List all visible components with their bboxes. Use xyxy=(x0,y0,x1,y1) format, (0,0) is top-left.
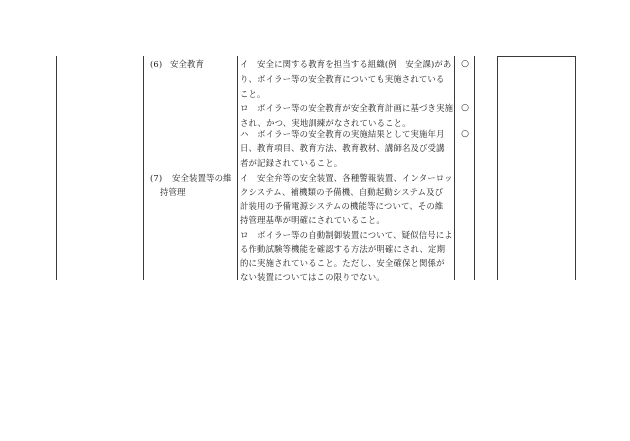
criterion-line: ロ ボイラー等の安全教育が安全教育計画に基づき実施 xyxy=(240,103,454,113)
criterion-line: され、かつ、実地訓練がなされていること。 xyxy=(240,118,411,128)
criterion-line: ハ ボイラー等の安全教育の実施結果として実施年月 xyxy=(240,129,445,139)
column-border xyxy=(497,56,498,280)
criterion-line: 的に実施されていること。ただし、安全確保と関係が xyxy=(240,258,445,268)
criterion-line: る作動試験等機能を確認する方法が明確にされ、定期 xyxy=(240,244,446,254)
circle-mark: ○ xyxy=(461,59,469,69)
item-label: 持管理 xyxy=(160,187,186,197)
criterion-line: 日、教育項目、教育方法、教育教材、講師名及び受講 xyxy=(240,143,445,153)
criterion-line: り、ボイラー等の安全教育についても実施されている xyxy=(240,74,445,84)
criterion-line: 者が記録されていること。 xyxy=(240,158,343,168)
circle-mark: ○ xyxy=(461,129,469,139)
item-number: (7) xyxy=(150,173,163,183)
criterion-line: 持管理基準が明確にされていること。 xyxy=(240,215,385,225)
criterion-line: ない装置についてはこの限りでない。 xyxy=(240,272,385,282)
item-number: (6) xyxy=(150,59,163,69)
criterion-line: ロ ボイラー等の自動制御装置について、疑似信号によ xyxy=(240,230,453,240)
criterion-line: イ 安全に関する教育を担当する組織(例 安全課)があ xyxy=(240,59,452,69)
item-label: 安全教育 xyxy=(170,59,205,69)
criterion-line: クシステム、補機類の予備機、自動起動システム及び xyxy=(240,187,444,197)
column-border xyxy=(56,56,57,280)
criterion-line: 計装用の予備電源システムの機能等について、その維 xyxy=(240,201,444,211)
column-border xyxy=(143,56,144,280)
column-border xyxy=(237,56,238,280)
circle-mark: ○ xyxy=(461,103,469,113)
column-border xyxy=(454,56,455,280)
column-border xyxy=(474,56,475,280)
box-top-border xyxy=(497,56,576,57)
item-label: 安全装置等の維 xyxy=(172,173,232,183)
column-border xyxy=(575,56,576,280)
criterion-line: イ 安全弁等の安全装置、各種警報装置、インターロッ xyxy=(240,173,453,183)
criterion-line: こと。 xyxy=(240,89,266,99)
